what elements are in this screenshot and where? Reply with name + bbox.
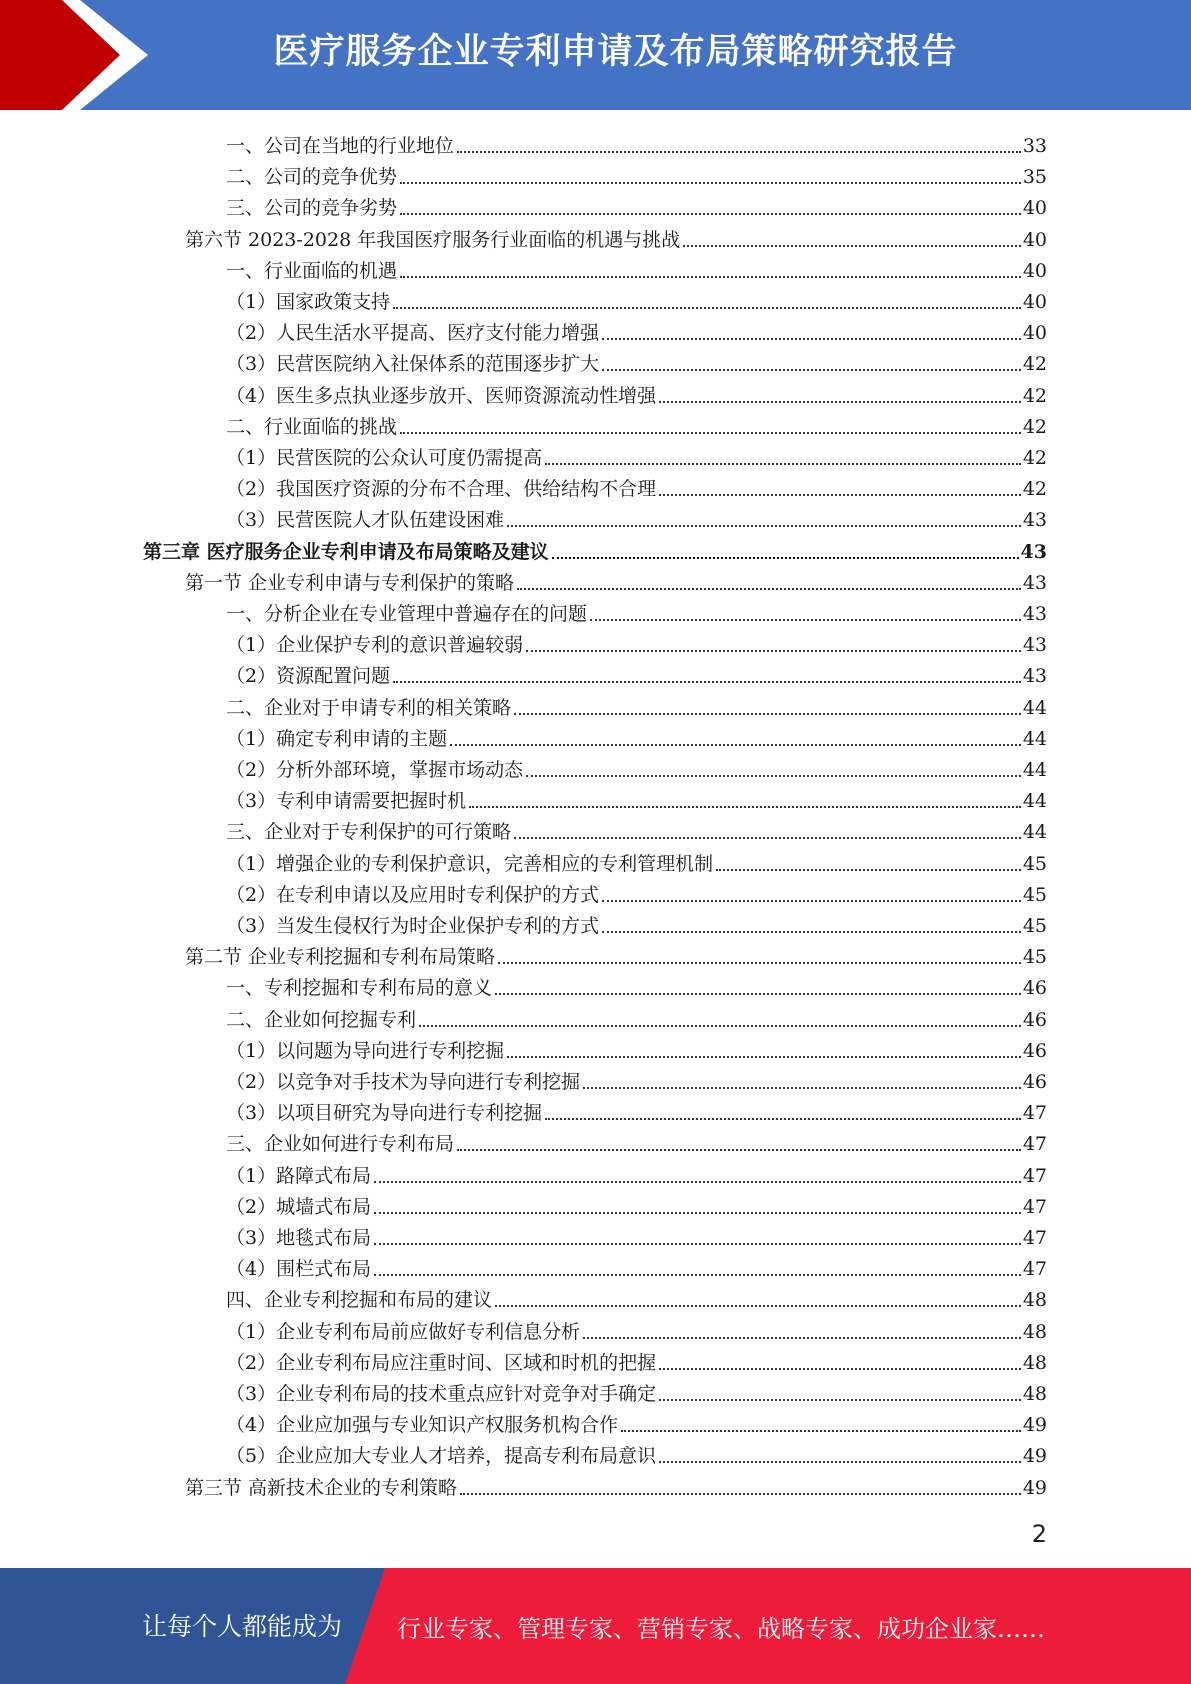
- toc-entry-page: 44: [1022, 790, 1047, 813]
- toc-entry[interactable]: [226, 720, 1047, 751]
- toc-entry[interactable]: [226, 158, 1047, 189]
- toc-entry-page: 48: [1022, 1320, 1047, 1343]
- toc-entry[interactable]: [226, 876, 1047, 907]
- toc-entry-page: 43: [1022, 665, 1047, 688]
- toc-entry-page: 46: [1022, 1008, 1047, 1031]
- toc-entry-title: （5）企业应加大专业人才培养，提高专利布局意识: [226, 1445, 657, 1468]
- toc-entry-title: （1）民营医院的公众认可度仍需提高: [226, 447, 543, 469]
- toc-entry[interactable]: [226, 252, 1047, 283]
- toc-entry-title: 二、企业如何挖掘专利: [226, 1008, 417, 1031]
- dot-leader: [374, 1273, 1021, 1276]
- toc-entry[interactable]: [226, 751, 1047, 782]
- dot-leader: [460, 1492, 1021, 1495]
- dot-leader: [457, 150, 1021, 153]
- toc-entry-page: 46: [1022, 1039, 1047, 1062]
- dot-leader: [659, 400, 1021, 403]
- toc-entry-page: 44: [1022, 821, 1047, 844]
- toc-entry-title: （2）以竞争对手技术为导向进行专利挖掘: [226, 1071, 581, 1093]
- toc-entry-title: 第三章 医疗服务企业专利申请及布局策略及建议: [143, 540, 549, 563]
- toc-entry-title: （4）企业应加强与专业知识产权服务机构合作: [226, 1414, 619, 1437]
- toc-entry-page: 48: [1022, 1289, 1047, 1312]
- toc-entry[interactable]: [226, 813, 1047, 844]
- toc-entry-page: 47: [1022, 1102, 1047, 1125]
- toc-entry-page: 43: [1022, 509, 1047, 532]
- toc-entry[interactable]: [226, 189, 1047, 220]
- toc-entry-page: 40: [1022, 291, 1047, 313]
- dot-leader: [507, 524, 1021, 527]
- toc-entry-page: 40: [1022, 228, 1047, 251]
- toc-entry[interactable]: [226, 501, 1047, 532]
- toc-entry-title: （4）医生多点执业逐步放开、医师资源流动性增强: [226, 384, 657, 407]
- dot-leader: [514, 712, 1021, 715]
- toc-entry[interactable]: [226, 377, 1047, 408]
- toc-entry-page: 45: [1022, 883, 1047, 906]
- toc-entry-title: （3）企业专利布局的技术重点应针对竞争对手确定: [226, 1383, 657, 1405]
- dot-leader: [545, 1117, 1021, 1120]
- page-number: 2: [1031, 1520, 1047, 1548]
- toc-entry-page: 40: [1022, 259, 1047, 282]
- dot-leader: [507, 1055, 1021, 1058]
- toc-entry-page: 40: [1022, 322, 1047, 345]
- toc-entry[interactable]: [226, 1063, 1047, 1094]
- toc-entry-page: 47: [1022, 1133, 1047, 1156]
- toc-entry[interactable]: [226, 1188, 1047, 1219]
- toc-entry-title: 二、行业面临的挑战: [226, 415, 398, 438]
- toc-entry-page: 46: [1022, 977, 1047, 1000]
- toc-entry[interactable]: [143, 533, 1047, 564]
- toc-entry[interactable]: [226, 1001, 1047, 1032]
- toc-entry[interactable]: [226, 283, 1047, 314]
- toc-entry-page: 42: [1022, 478, 1047, 501]
- toc-entry-page: 43: [1022, 603, 1047, 625]
- toc-entry[interactable]: [226, 689, 1047, 720]
- dot-leader: [495, 1304, 1021, 1307]
- dot-leader: [514, 836, 1021, 839]
- toc-entry-page: 49: [1022, 1414, 1047, 1437]
- dot-leader: [517, 587, 1021, 590]
- toc-entry-title: （2）资源配置问题: [226, 665, 391, 688]
- dot-leader: [552, 556, 1019, 559]
- toc-entry[interactable]: [185, 221, 1047, 252]
- toc-entry[interactable]: [226, 845, 1047, 876]
- dot-leader: [583, 1336, 1021, 1339]
- dot-leader: [590, 618, 1021, 621]
- toc-entry[interactable]: [226, 1125, 1047, 1156]
- toc-entry-page: 44: [1022, 696, 1047, 719]
- toc-entry[interactable]: [226, 1375, 1047, 1406]
- footer-slogan-left: 让每个人都能成为: [142, 1612, 343, 1641]
- toc-entry-title: （1）确定专利申请的主题: [226, 727, 448, 750]
- toc-entry[interactable]: [226, 314, 1047, 345]
- dot-leader: [583, 1086, 1021, 1089]
- toc-entry-page: 46: [1022, 1071, 1047, 1093]
- toc-entry-title: 三、企业对于专利保护的可行策略: [226, 821, 512, 844]
- toc-entry-title: 一、分析企业在专业管理中普遍存在的问题: [226, 603, 588, 625]
- toc-entry[interactable]: [226, 1437, 1047, 1468]
- dot-leader: [374, 1211, 1021, 1214]
- toc-entry[interactable]: [226, 595, 1047, 626]
- dot-leader: [374, 1180, 1021, 1183]
- toc-entry-title: （1）增强企业的专利保护意识，完善相应的专利管理机制: [226, 852, 714, 875]
- toc-entry-page: 44: [1022, 759, 1047, 781]
- dot-leader: [659, 1460, 1021, 1463]
- toc-entry[interactable]: [226, 1313, 1047, 1344]
- toc-entry[interactable]: [226, 1157, 1047, 1188]
- dot-leader: [602, 930, 1021, 933]
- arrow-chevron-icon: [0, 0, 160, 110]
- toc-entry-title: 第三节 高新技术企业的专利策略: [185, 1476, 458, 1499]
- toc-entry-title: （2）分析外部环境，掌握市场动态: [226, 759, 524, 781]
- toc-entry-title: （2）城墙式布局: [226, 1195, 372, 1218]
- dot-leader: [526, 649, 1021, 652]
- dot-leader: [659, 493, 1021, 496]
- toc-entry-title: （1）路障式布局: [226, 1164, 372, 1187]
- toc-entry-title: （2）我国医疗资源的分布不合理、供给结构不合理: [226, 478, 657, 501]
- toc-entry-title: （3）当发生侵权行为时企业保护专利的方式: [226, 915, 600, 937]
- toc-entry[interactable]: [226, 127, 1047, 158]
- toc-entry-title: （1）国家政策支持: [226, 291, 391, 313]
- toc-entry[interactable]: [226, 1281, 1047, 1312]
- toc-entry-title: （2）人民生活水平提高、医疗支付能力增强: [226, 322, 600, 345]
- toc-entry-title: （3）民营医院人才队伍建设困难: [226, 509, 505, 532]
- toc-entry-page: 45: [1022, 915, 1047, 937]
- toc-entry-page: 45: [1022, 946, 1047, 969]
- toc-entry-page: 44: [1022, 727, 1047, 750]
- toc-entry[interactable]: [226, 408, 1047, 439]
- toc-entry-page: 47: [1022, 1195, 1047, 1218]
- toc-entry-title: 二、企业对于申请专利的相关策略: [226, 696, 512, 719]
- toc-entry-title: （1）企业保护专利的意识普遍较弱: [226, 634, 524, 657]
- dot-leader: [400, 181, 1021, 184]
- toc-entry[interactable]: [226, 1219, 1047, 1250]
- toc-entry[interactable]: [185, 1469, 1047, 1500]
- toc-entry-title: 第六节 2023-2028 年我国医疗服务行业面临的机遇与挑战: [185, 228, 681, 251]
- toc-entry-page: 47: [1022, 1227, 1047, 1249]
- toc-entry-title: 三、企业如何进行专利布局: [226, 1133, 455, 1156]
- toc-entry[interactable]: [226, 1344, 1047, 1375]
- dot-leader: [495, 992, 1021, 995]
- toc-entry-title: 一、公司在当地的行业地位: [226, 135, 455, 157]
- report-title: 医疗服务企业专利申请及布局策略研究报告: [273, 32, 958, 72]
- dot-leader: [450, 743, 1021, 746]
- toc-entry-title: 二、公司的竞争优势: [226, 166, 398, 189]
- dot-leader: [419, 1024, 1021, 1027]
- footer-slogan-right: 行业专家、管理专家、营销专家、战略专家、成功企业家……: [397, 1615, 1045, 1643]
- toc-entry[interactable]: [226, 345, 1047, 376]
- toc-entry[interactable]: [226, 626, 1047, 657]
- toc-entry[interactable]: [226, 1406, 1047, 1437]
- dot-leader: [526, 774, 1021, 777]
- toc-entry-page: 35: [1022, 166, 1047, 189]
- dot-leader: [400, 431, 1021, 434]
- toc-entry-title: （3）地毯式布局: [226, 1227, 372, 1249]
- dot-leader: [716, 868, 1021, 871]
- dot-leader: [602, 368, 1021, 371]
- toc-entry[interactable]: [185, 938, 1047, 969]
- toc-entry[interactable]: [185, 564, 1047, 595]
- dot-leader: [400, 212, 1021, 215]
- toc-entry-page: 40: [1022, 197, 1047, 220]
- toc-entry-page: 42: [1022, 415, 1047, 438]
- toc-entry-page: 45: [1022, 852, 1047, 875]
- toc-entry-page: 47: [1022, 1164, 1047, 1187]
- toc-entry-page: 47: [1022, 1258, 1047, 1281]
- dot-leader: [469, 805, 1021, 808]
- toc-entry-title: 一、行业面临的机遇: [226, 259, 398, 282]
- dot-leader: [374, 1242, 1021, 1245]
- toc-entry-title: 第一节 企业专利申请与专利保护的策略: [185, 571, 515, 594]
- dot-leader: [683, 244, 1021, 247]
- toc-entry-title: 三、公司的竞争劣势: [226, 197, 398, 220]
- dot-leader: [400, 275, 1021, 278]
- toc-entry[interactable]: [226, 439, 1047, 470]
- dot-leader: [393, 306, 1021, 309]
- toc-entry-page: 42: [1022, 384, 1047, 407]
- toc-entry-title: （3）以项目研究为导向进行专利挖掘: [226, 1102, 543, 1125]
- toc-entry-page: 43: [1022, 571, 1047, 594]
- toc-entry-page: 48: [1022, 1351, 1047, 1374]
- dot-leader: [545, 462, 1021, 465]
- toc-entry-title: （3）专利申请需要把握时机: [226, 790, 467, 813]
- page-header: [0, 0, 1191, 110]
- toc-entry-title: （2）企业专利布局应注重时间、区域和时机的把握: [226, 1351, 657, 1374]
- toc-entry-page: 49: [1022, 1476, 1047, 1499]
- toc-entry[interactable]: [226, 1250, 1047, 1281]
- toc-entry-title: （4）围栏式布局: [226, 1258, 372, 1281]
- toc-entry-title: 一、专利挖掘和专利布局的意义: [226, 977, 493, 1000]
- dot-leader: [393, 680, 1021, 683]
- toc-entry[interactable]: [226, 470, 1047, 501]
- toc-entry[interactable]: [226, 969, 1047, 1000]
- toc-entry[interactable]: [226, 1094, 1047, 1125]
- toc-entry-page: 43: [1022, 634, 1047, 657]
- dot-leader: [602, 337, 1021, 340]
- dot-leader: [621, 1429, 1021, 1432]
- toc-entry-page: 42: [1022, 447, 1047, 469]
- dot-leader: [659, 1367, 1021, 1370]
- toc-entry-page: 42: [1022, 353, 1047, 376]
- dot-leader: [659, 1398, 1021, 1401]
- toc-entry[interactable]: [226, 1032, 1047, 1063]
- dot-leader: [498, 961, 1021, 964]
- dot-leader: [457, 1148, 1021, 1151]
- toc-entry-title: （1）企业专利布局前应做好专利信息分析: [226, 1320, 581, 1343]
- toc-entry-title: 第二节 企业专利挖掘和专利布局策略: [185, 946, 496, 969]
- toc-entry-title: （2）在专利申请以及应用时专利保护的方式: [226, 883, 600, 906]
- toc-entry[interactable]: [226, 657, 1047, 688]
- toc-entry-page: 43: [1020, 540, 1047, 563]
- toc-entry-page: 48: [1022, 1383, 1047, 1405]
- toc-entry-title: 四、企业专利挖掘和布局的建议: [226, 1289, 493, 1312]
- toc-entry-title: （3）民营医院纳入社保体系的范围逐步扩大: [226, 353, 600, 376]
- toc-entry-page: 49: [1022, 1445, 1047, 1468]
- toc-entry[interactable]: [226, 907, 1047, 938]
- toc-entry[interactable]: [226, 782, 1047, 813]
- toc-entry-title: （1）以问题为导向进行专利挖掘: [226, 1039, 505, 1062]
- toc-entry-page: 33: [1022, 135, 1047, 157]
- dot-leader: [602, 899, 1021, 902]
- page-footer: [0, 1568, 1191, 1684]
